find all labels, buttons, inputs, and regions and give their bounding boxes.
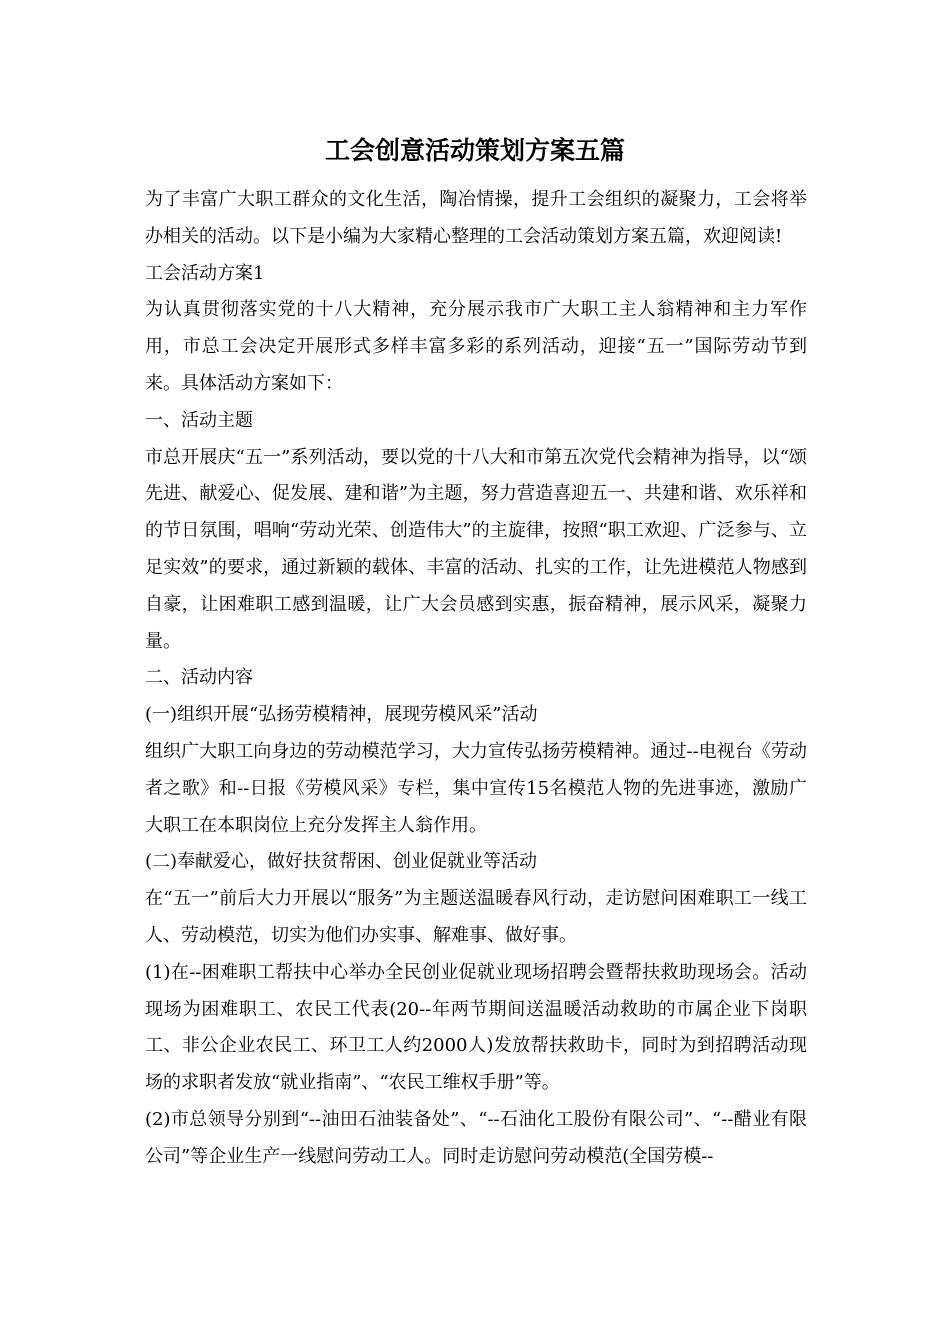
body-paragraph: 市总开展庆“五一”系列活动，要以党的十八大和市第五次党代会精神为指导，以“颂先进、献爱心、促发展、建和谐”为主题，努力营造喜迎五一、共建和谐、欢乐祥和的节日氛围，唱响“劳动光荣、创造伟大”的主旋律，按照“职工欢迎、广泛参与、立足实效”的要求，通过新颖的载体、丰富的活动、扎实的工作，让先进模范人物感到自豪，让困难职工感到温暖，让广大会员感到实惠，振奋精神，展示风采，凝聚力量。 [145, 446, 807, 652]
list-item-paragraph: (1)在--困难职工帮扶中心举办全民创业促就业现场招聘会暨帮扶救助现场会。活动现场为困难职工、农民工代表(20--年两节期间送温暖活动救助的市属企业下岗职工、非公企业农民工、环卫工人约2000人)发放帮扶救助卡，同时为到招聘活动现场的求职者发放“就业指南”、“农民工维权手册”等。 [145, 961, 807, 1094]
body-paragraph: 为认真贯彻落实党的十八大精神，充分展示我市广大职工主人翁精神和主力军作用，市总工会决定开展形式多样丰富多彩的系列活动，迎接“五一”国际劳动节到来。具体活动方案如下： [145, 299, 807, 394]
body-paragraph: 组织广大职工向身边的劳动模范学习，大力宣传弘扬劳模精神。通过--电视台《劳动者之歌》和--日报《劳模风采》专栏，集中宣传15名模范人物的先进事迹，激励广大职工在本职岗位上充分发挥主人翁作用。 [145, 740, 807, 836]
list-item-paragraph: (2)市总领导分别到“--油田石油装备处”、“--石油化工股份有限公司”、“--醋业有限公司”等企业生产一线慰问劳动工人。同时走访慰问劳动模范(全国劳模-- [145, 1108, 807, 1167]
document-body [145, 182, 807, 1176]
section-heading: 一、活动主题 [145, 409, 253, 431]
subsection-heading: (一)组织开展“弘扬劳模精神，展现劳模风采”活动 [145, 704, 538, 726]
intro-paragraph: 为了丰富广大职工群众的文化生活，陶冶情操，提升工会组织的凝聚力，工会将举办相关的活动。以下是小编为大家精心整理的工会活动策划方案五篇，欢迎阅读! [145, 189, 807, 247]
subsection-heading: (二)奉献爱心，做好扶贫帮困、创业促就业等活动 [145, 851, 538, 873]
plan-heading: 工会活动方案1 [145, 262, 265, 284]
document-title: 工会创意活动策划方案五篇 [324, 136, 625, 165]
body-paragraph: 在“五一”前后大力开展以“服务”为主题送温暖春风行动，走访慰问困难职工一线工人、劳动模范，切实为他们办实事、解难事、做好事。 [145, 888, 807, 946]
section-heading: 二、活动内容 [145, 667, 253, 689]
